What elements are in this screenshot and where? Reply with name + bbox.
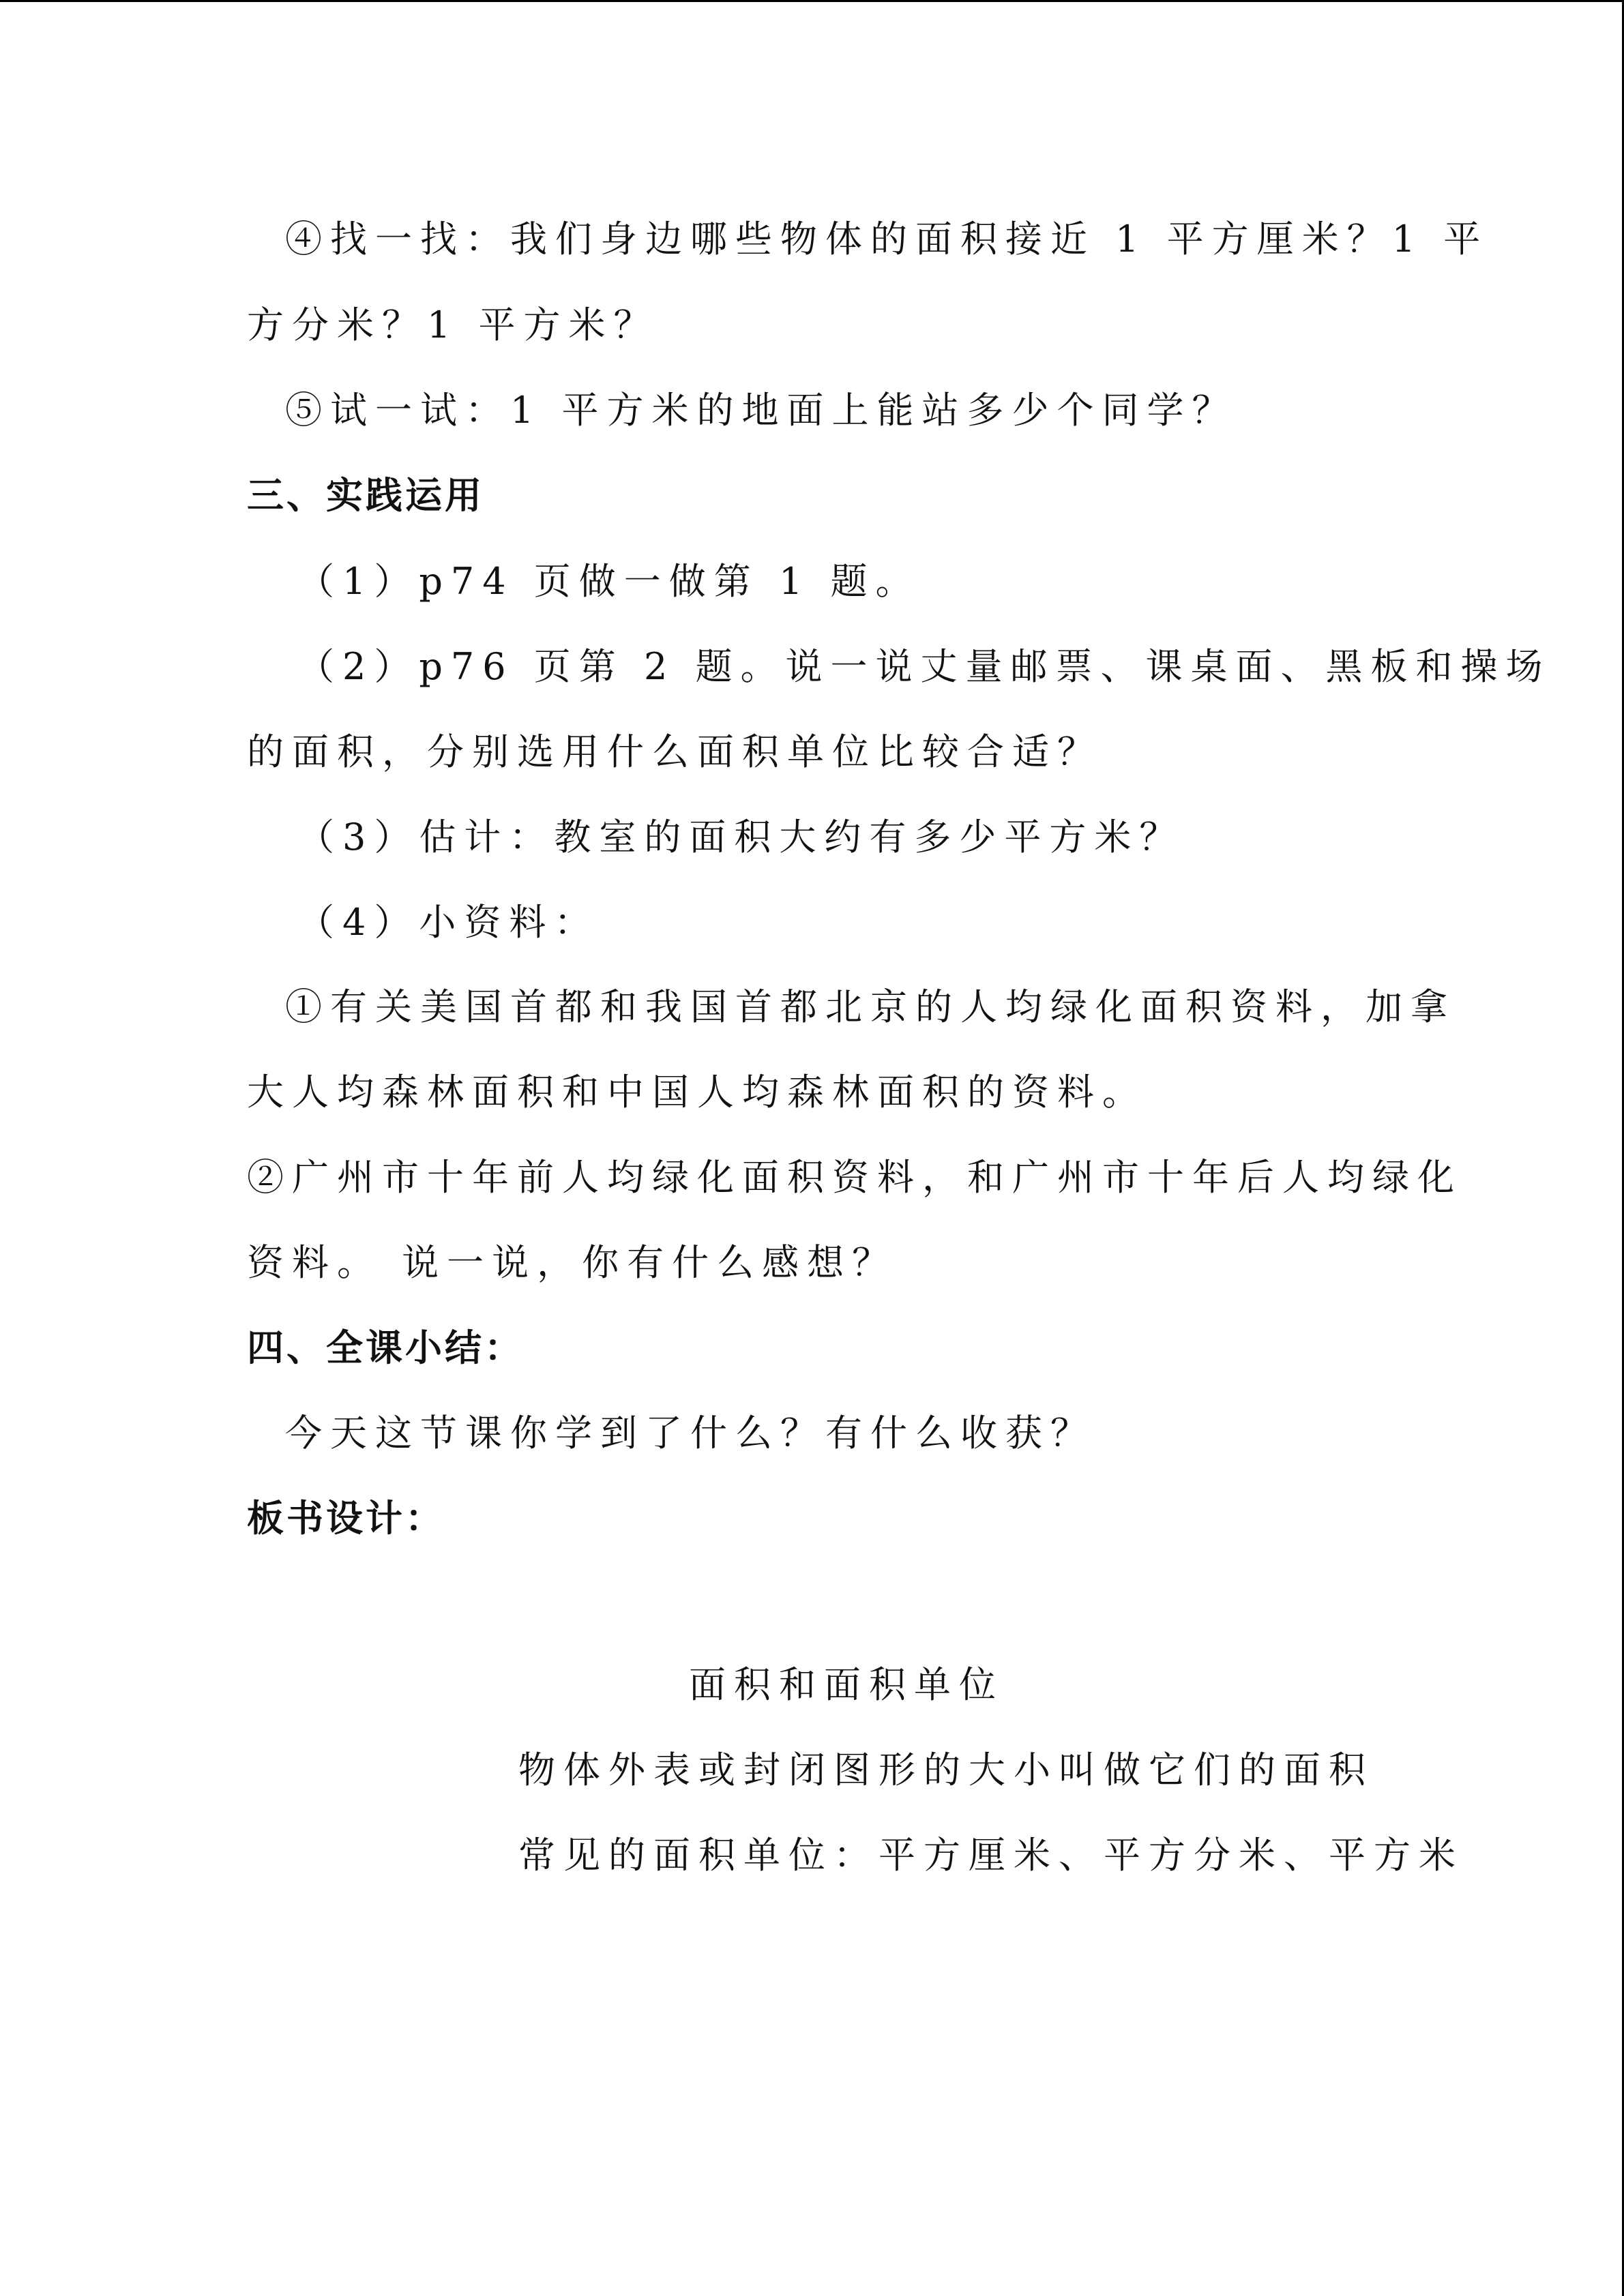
board-design-heading: 板书设计： (247, 1497, 445, 1540)
section-heading-summary: 四、全课小结： (247, 1326, 524, 1369)
board-title: 面积和面积单位 (689, 1663, 1004, 1706)
board-definition: 物体外表或封闭图形的大小叫做它们的面积 (518, 1748, 1374, 1791)
board-units: 常见的面积单位：平方厘米、平方分米、平方米 (518, 1834, 1464, 1877)
data-item-2-line2: 资料。 说一说，你有什么感想？ (247, 1241, 898, 1284)
data-item-1-line2: 大人均森林面积和中国人均森林面积的资料。 (247, 1071, 1147, 1114)
data-item-1-line1: ①有关美国首都和我国首都北京的人均绿化面积资料，加拿 (285, 985, 1456, 1028)
practice-item-2-line1: （2）p76 页第 2 题。说一说丈量邮票、课桌面、黑板和操场 (297, 645, 1551, 688)
practice-item-3: （3）估计：教室的面积大约有多少平方米？ (297, 816, 1185, 859)
practice-item-1: （1）p74 页做一做第 1 题。 (297, 560, 921, 603)
try-activity: ⑤试一试：1 平方米的地面上能站多少个同学？ (285, 389, 1237, 432)
section-heading-practice: 三、实践运用 (247, 474, 484, 517)
practice-item-2-line2: 的面积，分别选用什么面积单位比较合适？ (247, 730, 1102, 773)
summary-text: 今天这节课你学到了什么？有什么收获？ (285, 1412, 1095, 1455)
practice-item-4: （4）小资料： (297, 901, 600, 944)
data-item-2-line1: ②广州市十年前人均绿化面积资料，和广州市十年后人均绿化 (247, 1156, 1462, 1199)
find-activity-line2: 方分米？1 平方米？ (247, 303, 659, 346)
find-activity-line1: ④找一找：我们身边哪些物体的面积接近 1 平方厘米？1 平 (285, 218, 1489, 260)
